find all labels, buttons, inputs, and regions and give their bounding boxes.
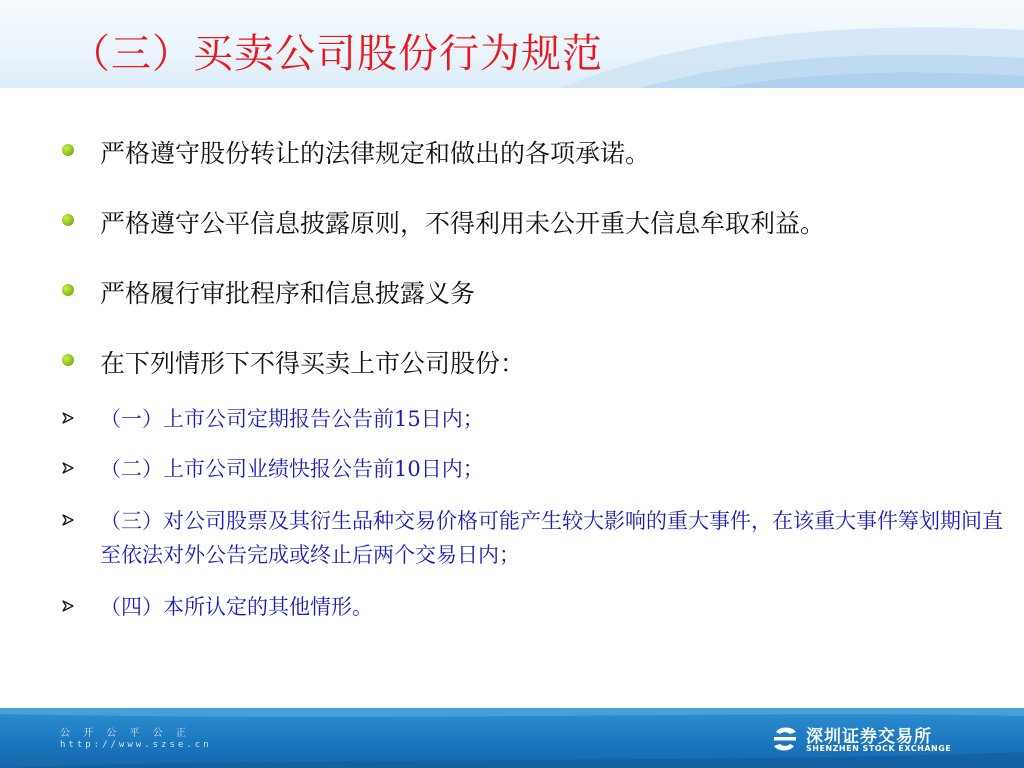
bullet-text: 严格遵守公平信息披露原则，不得利用未公开重大信息牟取利益。	[100, 209, 826, 238]
sub-item-text: （一）上市公司定期报告公告前15日内；	[100, 407, 484, 431]
sub-item-text: （三）对公司股票及其衍生品种交易价格可能产生较大影响的重大事件，在该重大事件筹划期间直至依法对外公告完成或终止后两个交易日内；	[100, 509, 1003, 567]
logo-english-name: SHENZHEN STOCK EXCHANGE	[806, 744, 952, 753]
arrowhead-icon	[62, 600, 74, 612]
szse-logo	[770, 722, 970, 758]
green-dot-icon	[62, 214, 74, 226]
bullet-text: 严格履行审批程序和信息披露义务	[100, 279, 476, 308]
sub-item-text: （二）上市公司业绩快报公告前10日内；	[100, 457, 484, 481]
arrowhead-icon	[62, 514, 74, 526]
green-dot-icon	[62, 284, 74, 296]
slide-header	[0, 0, 1024, 88]
green-dot-icon	[62, 144, 74, 156]
sub-item-text: （四）本所认定的其他情形。	[100, 595, 373, 619]
footer-url: http://www.szse.cn	[60, 740, 212, 750]
arrowhead-icon	[62, 412, 74, 424]
szse-logo-icon	[770, 724, 800, 754]
footer-slogan: 公 开 公 平 公 正	[60, 728, 191, 739]
arrowhead-icon	[62, 462, 74, 474]
green-dot-icon	[62, 354, 74, 366]
logo-chinese-name: 深圳证券交易所	[806, 727, 932, 747]
bullet-text: 在下列情形下不得买卖上市公司股份：	[100, 349, 526, 378]
slide-title: （三）买卖公司股份行为规范	[70, 31, 603, 77]
bullet-text: 严格遵守股份转让的法律规定和做出的各项承诺。	[100, 139, 651, 168]
slide-footer	[0, 708, 1024, 768]
